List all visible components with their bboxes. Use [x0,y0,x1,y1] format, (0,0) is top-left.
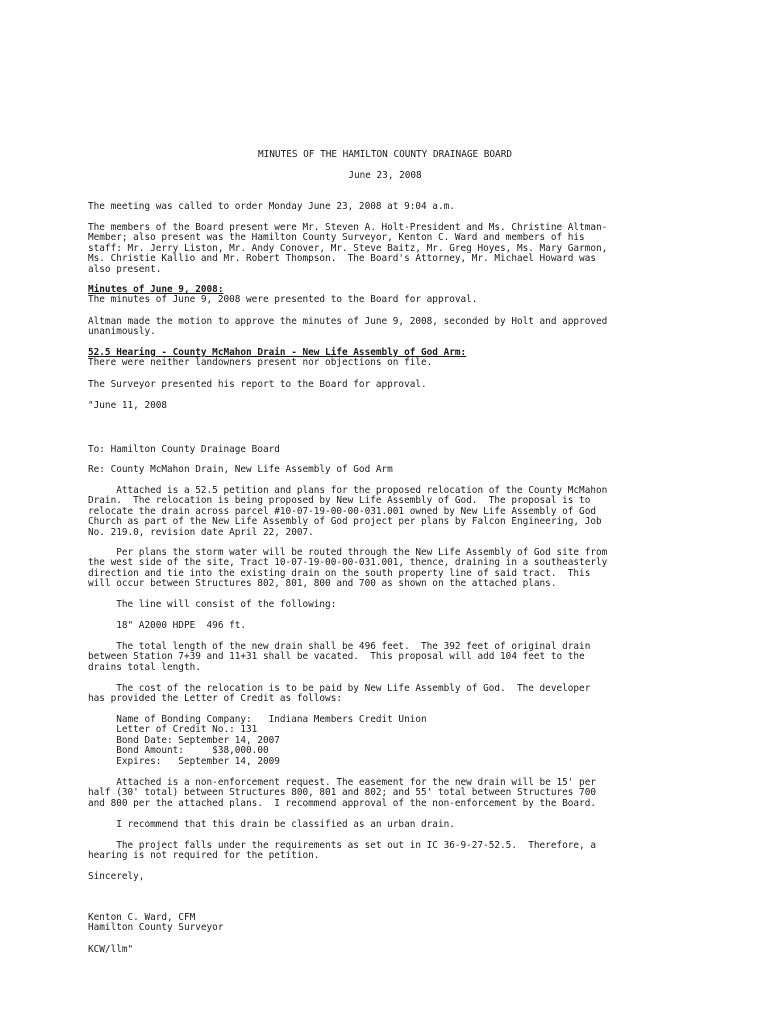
text-line: KCW/llm" [88,944,134,955]
text-line: Member; also present was the Hamilton County Surveyor, Kenton C. Ward and members of his [88,232,585,244]
text-line: The line will consist of the following: [88,599,337,610]
hearing-heading: 52.5 Hearing - County McMahon Drain - New Life Assembly of God Arm: [88,347,467,358]
text-line: has provided the Letter of Credit as follows: [88,693,342,705]
motion-paragraph [88,317,688,338]
text-line: half (30' total) between Structures 800, 801 and 802; and 55' total between Structures 700 [88,787,596,799]
signer-name: Kenton C. Ward, CFM [88,912,196,923]
text-line: Re: County McMahon Drain, New Life Assembly of God Arm [88,464,393,475]
letter-signature [88,913,688,934]
text-line: The project falls under the requirements as set out in IC 36-9-27-52.5. Therefore, a [88,840,596,851]
title-line: MINUTES OF THE HAMILTON COUNTY DRAINAGE BOARD [258,149,512,160]
text-line: 18" A2000 HDPE 496 ft. [88,620,247,631]
letter-re [88,465,688,475]
text-line: drains total length. [88,661,201,673]
letter-paragraph-8 [88,841,688,862]
text-line: The total length of the new drain shall be 496 feet. The 392 feet of original drain [88,641,591,652]
text-line: Letter of Credit No.: 131 [88,724,258,736]
text-line: between Station 7+39 and 11+31 shall be vacated. This proposal will add 104 feet to the [88,651,585,663]
letter-paragraph-5 [88,684,688,705]
letter-date [88,401,688,411]
text-line: I recommend that this drain be classified as an urban drain. [88,819,455,830]
text-line: relocate the drain across parcel #10-07-19-00-00-031.001 owned by New Life Assembly of God [88,505,596,517]
text-line: To: Hamilton County Drainage Board [88,444,280,455]
signer-title: Hamilton County Surveyor [88,922,224,934]
letter-paragraph-3 [88,600,688,610]
text-line: staff: Mr. Jerry Liston, Mr. Andy Conover, Mr. Steve Baitz, Mr. Greg Hoyes, Ms. Mary Garmon, [88,242,608,254]
text-line: Church as part of the New Life Assembly of God project per plans by Falcon Engineering, Job [88,516,602,528]
text-line: Bond Amount: $38,000.00 [88,745,269,757]
text-line: Sincerely, [88,871,145,882]
text-line: direction and tie into the existing drain on the south property line of said tract. This [88,567,591,579]
text-line: will occur between Structures 802, 801, 800 and 700 as shown on the attached plans. [88,578,557,590]
text-line: The cost of the relocation is to be paid by New Life Assembly of God. The developer [88,683,591,694]
text-line: The minutes of June 9, 2008 were presented to the Board for approval. [88,294,478,306]
text-line: Name of Bonding Company: Indiana Members Credit Union [88,714,427,725]
text-line: Drain. The relocation is being proposed by New Life Assembly of God. The proposal is to [88,495,591,507]
text-line: Attached is a non-enforcement request. The easement for the new drain will be 15' per [88,777,596,788]
letter-paragraph-1 [88,486,688,538]
text-line: The meeting was called to order Monday June 23, 2008 at 9:04 a.m. [88,201,455,212]
text-line: Ms. Christie Kallio and Mr. Robert Thompson. The Board's Attorney, Mr. Michael Howard was [88,253,596,265]
text-line: Attached is a 52.5 petition and plans for the proposed relocation of the County McMahon [88,485,608,496]
text-line: also present. [88,263,162,275]
text-line: There were neither landowners present nor objections on file. [88,357,433,369]
text-line: The members of the Board present were Mr. Steven A. Holt-President and Ms. Christine Altman- [88,222,608,233]
text-line: and 800 per the attached plans. I recommend approval of the non-enforcement by the Board. [88,797,596,809]
minutes-section [88,285,688,306]
text-line: The Surveyor presented his report to the Board for approval. [88,379,427,390]
text-line: Per plans the storm water will be routed through the New Life Assembly of God site from [88,547,608,558]
members-paragraph [88,223,688,275]
minutes-heading: Minutes of June 9, 2008: [88,284,224,295]
letter-paragraph-2 [88,548,688,590]
pipe-specification [88,621,688,631]
letter-to [88,445,688,455]
text-line: unanimously. [88,326,156,338]
call-to-order-paragraph [88,202,688,212]
text-line: Bond Date: September 14, 2007 [88,734,280,746]
letter-paragraph-4 [88,642,688,673]
letter-paragraph-6 [88,778,688,809]
document-date [0,171,770,181]
hearing-section [88,348,688,369]
document-title [0,150,770,160]
bond-details [88,715,688,767]
text-line: the west side of the site, Tract 10-07-19-00-00-031.001, thence, draining in a southeasterly [88,557,608,569]
letter-closing [88,872,688,882]
surveyor-report-paragraph [88,380,688,390]
text-line: No. 219.0, revision date April 22, 2007. [88,526,314,538]
text-line: Altman made the motion to approve the minutes of June 9, 2008, seconded by Holt and approved [88,316,608,327]
letter-initials [88,945,688,955]
date-line: June 23, 2008 [348,170,422,181]
text-line: Expires: September 14, 2009 [88,755,280,767]
text-line: hearing is not required for the petition. [88,850,320,862]
text-line: "June 11, 2008 [88,400,168,411]
letter-paragraph-7 [88,820,688,830]
